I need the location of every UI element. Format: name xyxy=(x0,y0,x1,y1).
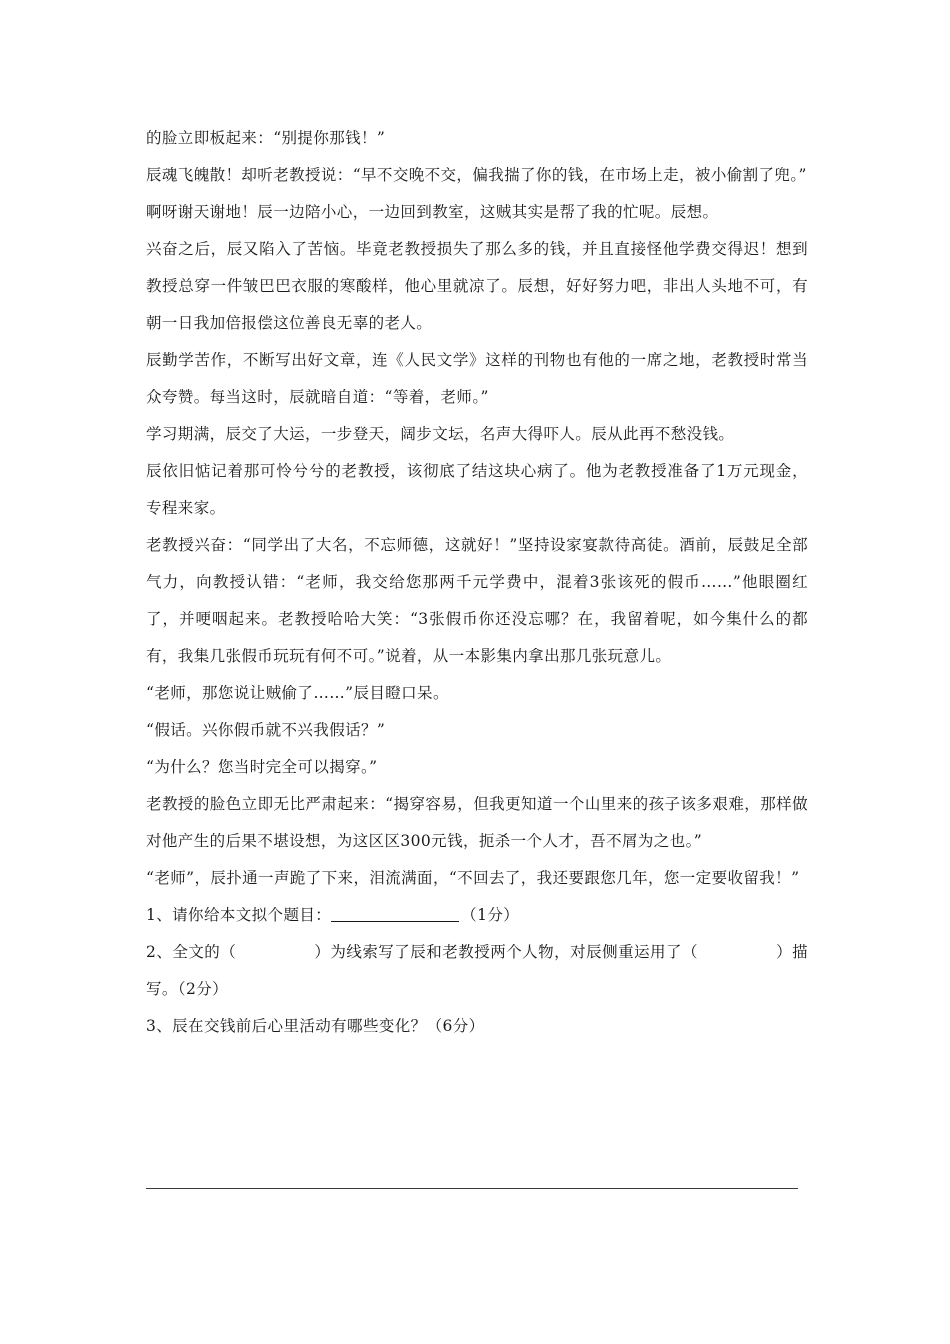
paragraph: 啊呀谢天谢地！辰一边陪小心，一边回到教室，这贼其实是帮了我的忙呢。辰想。 xyxy=(146,203,719,221)
dialogue-paragraph: “老师”，辰扑通一声跪了下来，泪流满面，“不回去了，我还要跟您几年，您一定要收留我！” xyxy=(146,869,800,887)
paragraph: 辰勤学苦作，不断写出好文章，连《人民文学》这样的刊物也有他的一席之地，老教授时常当众夸赞。每当这时，辰就暗自道：“等着，老师。” xyxy=(146,351,808,406)
answer-line[interactable] xyxy=(146,1188,798,1189)
dialogue-paragraph: “假话。兴你假币就不兴我假话？” xyxy=(146,721,386,739)
question-3: 3、辰在交钱前后心里活动有哪些变化？（6分） xyxy=(146,1017,485,1035)
paragraph: 兴奋之后，辰又陷入了苦恼。毕竟老教授损失了那么多的钱，并且直接怪他学费交得迟！想到教授总穿一件皱巴巴衣服的寒酸样，他心里就凉了。辰想，好好努力吧，非出人头地不可，有朝一日我加倍报偿这位善良无辜的老人。 xyxy=(146,240,808,332)
title-answer-blank[interactable] xyxy=(331,907,459,922)
question-2 xyxy=(146,934,808,1008)
question-1-prompt: 1、请你给本文拟个题目： xyxy=(146,906,332,924)
paragraph: 的脸立即板起来：“别提你那钱！” xyxy=(146,129,386,147)
question-2-part-1: 2、全文的（ xyxy=(146,943,237,961)
dialogue-paragraph: “为什么？您当时完全可以揭穿。” xyxy=(146,758,378,776)
paragraph: 辰依旧惦记着那可怜兮兮的老教授，该彻底了结这块心病了。他为老教授准备了1万元现金，专程来家。 xyxy=(146,462,808,517)
paragraph: 辰魂飞魄散！却听老教授说：“早不交晚不交，偏我揣了你的钱，在市场上走，被小偷割了兜。” xyxy=(146,166,807,184)
paragraph: 老教授的脸色立即无比严肃起来：“揭穿容易，但我更知道一个山里来的孩子该多艰难，那样做对他产生的后果不堪设想，为这区区300元钱，扼杀一个人才，吾不屑为之也。” xyxy=(146,795,808,850)
question-1 xyxy=(146,897,808,934)
document-body xyxy=(146,120,808,1045)
dialogue-paragraph: “老师，那您说让贼偷了……”辰目瞪口呆。 xyxy=(146,684,449,702)
paragraph: 学习期满，辰交了大运，一步登天，阔步文坛，名声大得吓人。辰从此再不愁没钱。 xyxy=(146,425,735,443)
paragraph: 老教授兴奋：“同学出了大名，不忘师德，这就好！”坚持设家宴款待高徒。酒前，辰鼓足全部气力，向教授认错：“老师，我交给您那两千元学费中，混着3张该死的假币……”他眼圈红了，并哽咽起来。老教授哈哈大笑：“3张假币你还没忘哪？在，我留着呢，如今集什么的都有，我集几张假币玩玩有何不可。”说着，从一本影集内拿出那几张玩意儿。 xyxy=(146,536,808,665)
question-1-score: （1分） xyxy=(461,906,520,924)
question-2-part-3: ）描写。（2分） xyxy=(146,943,808,998)
question-2-part-2: ）为线索写了辰和老教授两个人物，对辰侧重运用了（ xyxy=(314,943,699,961)
